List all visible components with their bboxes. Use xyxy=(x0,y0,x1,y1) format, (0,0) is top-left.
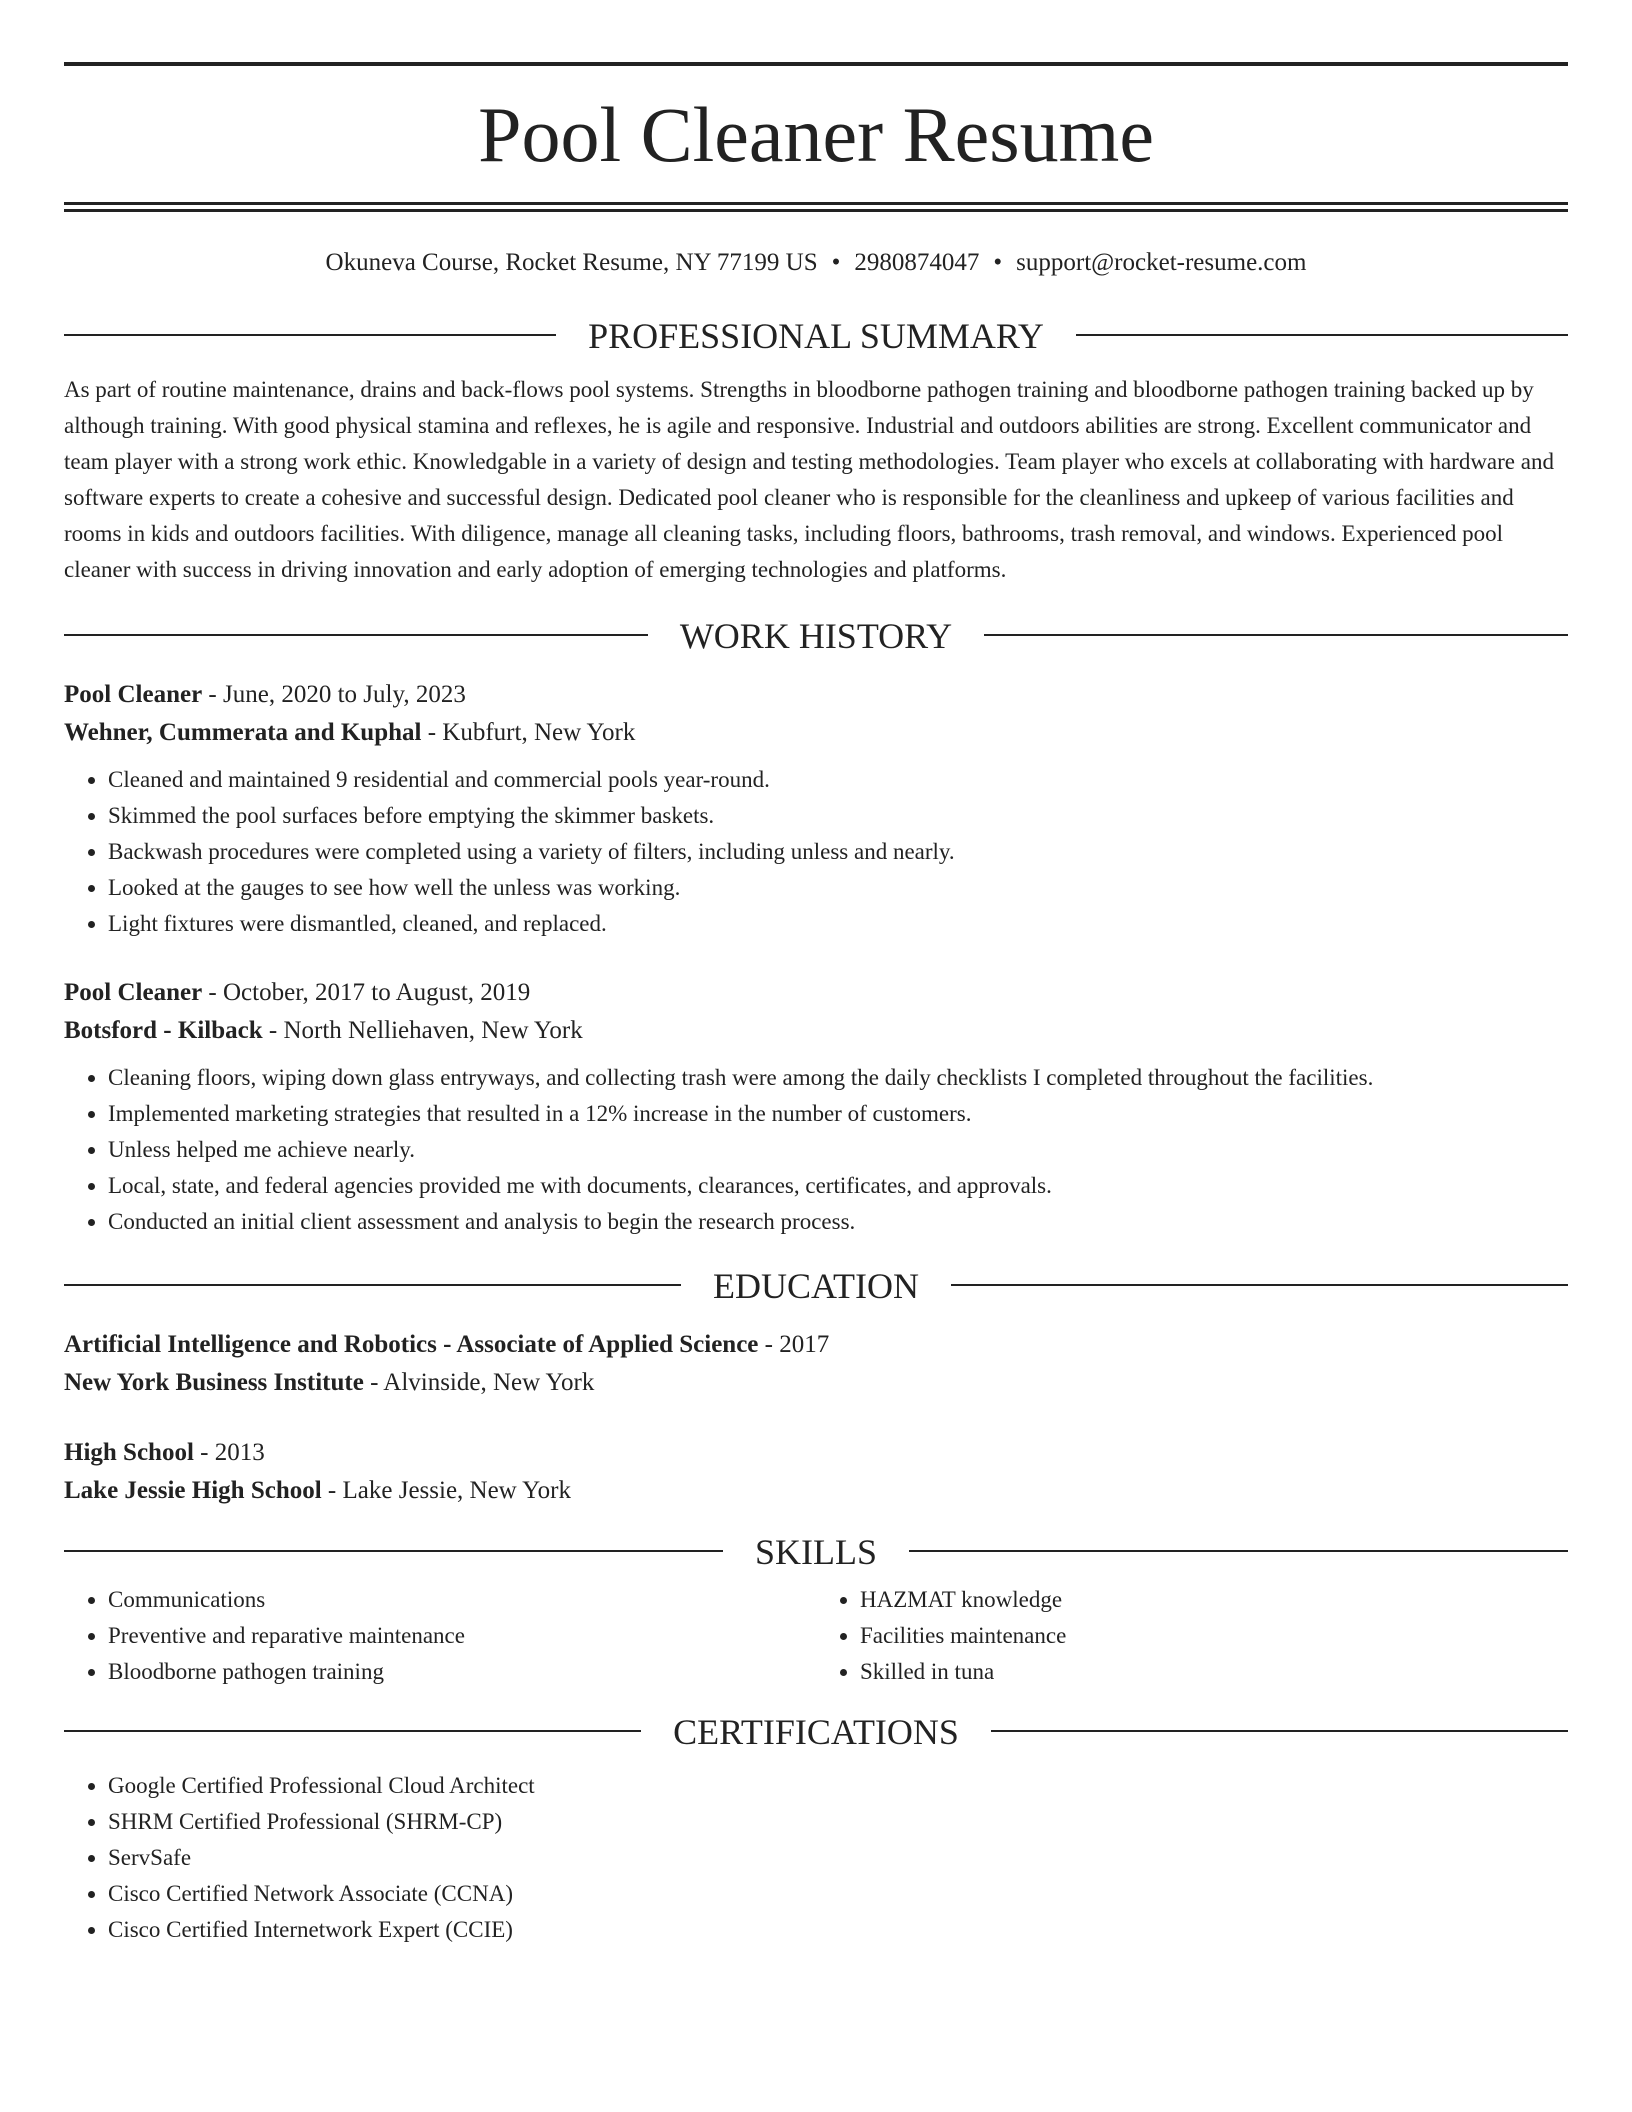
certifications-list xyxy=(64,1768,1568,1948)
certification-item: • SHRM Certified Professional (SHRM-CP) xyxy=(108,1804,1568,1840)
job-bullet: • Conducted an initial client assessment and analysis to begin the research process. xyxy=(108,1204,1568,1240)
education-location: - Alvinside, New York xyxy=(363,1369,595,1396)
education-degree: Artificial Intelligence and Robotics - Associate of Applied Science xyxy=(64,1331,759,1358)
job-company-line xyxy=(64,1012,1568,1050)
section-header-skills xyxy=(64,1532,1568,1570)
job-bullet: • Skimmed the pool surfaces before emptying the skimmer baskets. xyxy=(108,798,1568,834)
skill-item: • Communications xyxy=(108,1582,816,1618)
skill-item: • Skilled in tuna xyxy=(860,1654,1568,1690)
summary-paragraph: As part of routine maintenance, drains and back-flows pool systems. Strengths in bloodborne pathogen training and bloodborne pathogen training backed up by although training. With good physical stamina and reflexes, he is agile and responsive. Industrial and outdoors abilities are strong. Excellent communicator and team player with a strong work ethic. Knowledgable in a variety of design and testing methodologies. Team player who excels at collaborating with hardware and software experts to create a cohesive and successful design. Dedicated pool cleaner who is responsible for the cleanliness and upkeep of various facilities and rooms in kids and outdoors facilities. With diligence, manage all cleaning tasks, including floors, bathrooms, trash removal, and windows. Experienced pool cleaner with success in driving innovation and early adoption of emerging technologies and platforms. xyxy=(64,377,1554,582)
section-title-education: EDUCATION xyxy=(713,1266,919,1306)
certification-item: • Cisco Certified Internetwork Expert (CCIE) xyxy=(108,1912,1568,1948)
education-school: New York Business Institute xyxy=(64,1369,364,1396)
job-location: - Kubfurt, New York xyxy=(421,719,636,746)
section-rule-right xyxy=(991,1730,1568,1732)
section-rule-right xyxy=(951,1284,1568,1286)
job-bullets xyxy=(64,1060,1568,1240)
job-dates: - June, 2020 to July, 2023 xyxy=(202,681,466,708)
education-school-line xyxy=(64,1472,1568,1510)
contact-separator: • xyxy=(993,249,1003,276)
resume-title: Pool Cleaner Resume xyxy=(478,91,1154,178)
section-rule-right xyxy=(984,634,1568,636)
job-company: Wehner, Cummerata and Kuphal xyxy=(64,719,422,746)
section-header-work xyxy=(64,616,1568,654)
contact-separator: • xyxy=(831,249,841,276)
job-dates: - October, 2017 to August, 2019 xyxy=(202,979,531,1006)
job-entry xyxy=(64,676,1568,942)
contact-address: Okuneva Course, Rocket Resume, NY 77199 US xyxy=(325,249,818,276)
job-bullet: • Local, state, and federal agencies provided me with documents, clearances, certificates, and approvals. xyxy=(108,1168,1568,1204)
skill-item: • Preventive and reparative maintenance xyxy=(108,1618,816,1654)
job-location: - North Nelliehaven, New York xyxy=(262,1017,583,1044)
education-year: - 2013 xyxy=(193,1439,265,1466)
contact-email: support@rocket-resume.com xyxy=(1016,249,1307,276)
job-bullet: • Light fixtures were dismantled, cleaned, and replaced. xyxy=(108,906,1568,942)
section-rule-left xyxy=(64,1550,723,1552)
section-header-education xyxy=(64,1266,1568,1304)
section-rule-left xyxy=(64,334,556,336)
contact-phone: 2980874047 xyxy=(854,249,980,276)
section-title-summary: PROFESSIONAL SUMMARY xyxy=(588,316,1044,356)
education-entry xyxy=(64,1434,1568,1510)
section-header-certifications xyxy=(64,1712,1568,1750)
skill-item: • HAZMAT knowledge xyxy=(860,1582,1568,1618)
job-entry xyxy=(64,974,1568,1240)
job-title-line xyxy=(64,676,1568,714)
section-rule-left xyxy=(64,1730,641,1732)
section-rule-left xyxy=(64,634,648,636)
contact-line xyxy=(64,248,1568,278)
job-title-line xyxy=(64,974,1568,1012)
section-title-work: WORK HISTORY xyxy=(679,616,953,656)
job-title: Pool Cleaner xyxy=(64,681,203,708)
education-entry xyxy=(64,1326,1568,1402)
section-title-skills: SKILLS xyxy=(755,1532,878,1572)
skill-item: • Facilities maintenance xyxy=(860,1618,1568,1654)
section-rule-left xyxy=(64,1284,681,1286)
education-degree: High School xyxy=(64,1439,194,1466)
education-year: - 2017 xyxy=(758,1331,830,1358)
resume-content xyxy=(64,62,1568,1948)
job-company: Botsford - Kilback xyxy=(64,1017,263,1044)
section-title-certifications: CERTIFICATIONS xyxy=(673,1712,959,1752)
section-rule-right xyxy=(1076,334,1568,336)
certification-item: • ServSafe xyxy=(108,1840,1568,1876)
education-school-line xyxy=(64,1364,1568,1402)
job-bullet: • Looked at the gauges to see how well the unless was working. xyxy=(108,870,1568,906)
certification-item: • Cisco Certified Network Associate (CCNA) xyxy=(108,1876,1568,1912)
job-company-line xyxy=(64,714,1568,752)
skills-column-left xyxy=(64,1582,816,1690)
education-degree-line xyxy=(64,1434,1568,1472)
education-degree-line xyxy=(64,1326,1568,1364)
job-bullet: • Cleaning floors, wiping down glass entryways, and collecting trash were among the daily checklists I completed throughout the facilities. xyxy=(108,1060,1568,1096)
skills-column-right xyxy=(816,1582,1568,1690)
job-bullet: • Implemented marketing strategies that resulted in a 12% increase in the number of customers. xyxy=(108,1096,1568,1132)
certification-item: • Google Certified Professional Cloud Architect xyxy=(108,1768,1568,1804)
skills-grid xyxy=(64,1582,1568,1690)
section-rule-right xyxy=(909,1550,1568,1552)
education-school: Lake Jessie High School xyxy=(64,1477,322,1504)
job-bullet: • Backwash procedures were completed using a variety of filters, including unless and nearly. xyxy=(108,834,1568,870)
job-title: Pool Cleaner xyxy=(64,979,203,1006)
skill-item: • Bloodborne pathogen training xyxy=(108,1654,816,1690)
title-double-rule xyxy=(64,202,1568,212)
job-bullets xyxy=(64,762,1568,942)
job-bullet: • Cleaned and maintained 9 residential and commercial pools year-round. xyxy=(108,762,1568,798)
education-location: - Lake Jessie, New York xyxy=(321,1477,571,1504)
section-header-summary xyxy=(64,316,1568,354)
top-rule xyxy=(64,62,1568,66)
job-bullet: • Unless helped me achieve nearly. xyxy=(108,1132,1568,1168)
